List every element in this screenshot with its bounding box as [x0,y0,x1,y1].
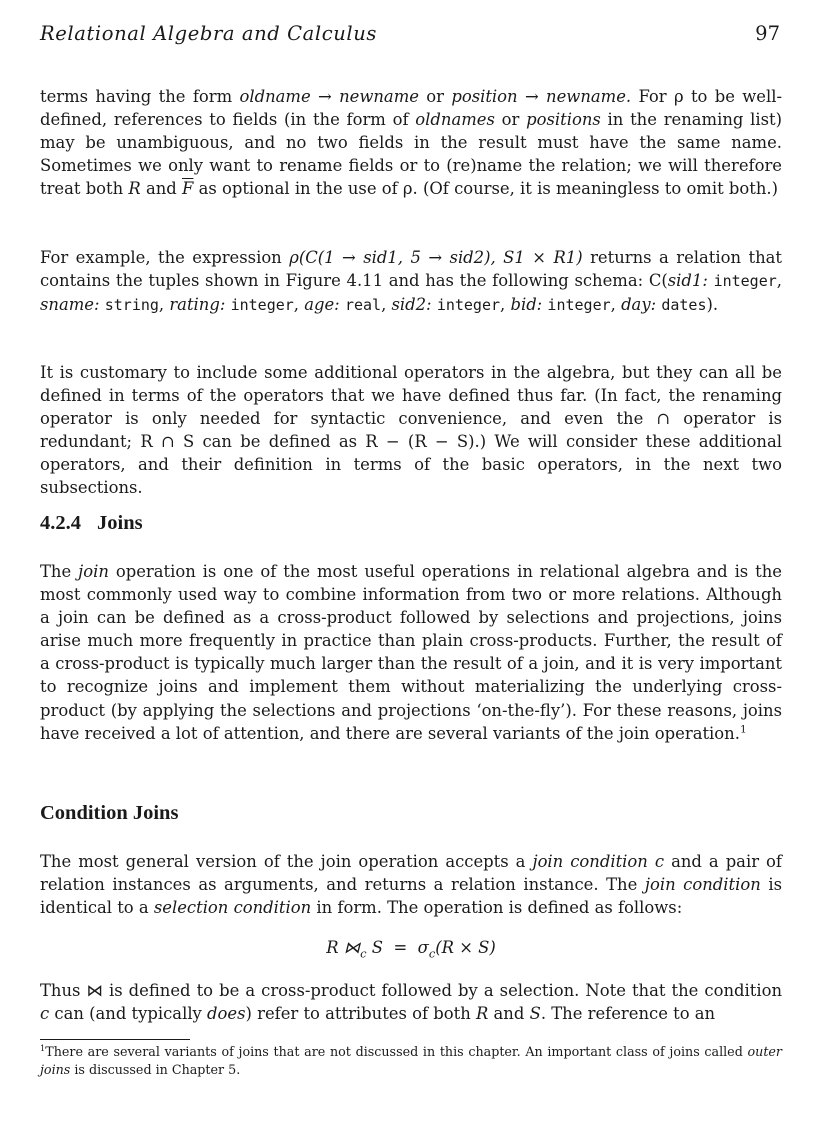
paragraph-additional-operators: It is customary to include some additional operators in the algebra, but they can all be defined in terms of the operators that we have defined thus far. (In fact, the renaming operator is only needed for syntactic convenience, and even the ∩ operator is redundant; R ∩ S can be defined as R − (R − S).) We will consider these additional operators, and their definition in terms of the basic operators, in the next two subsections. [40,363,782,498]
footnote-mark: 1 [40,1042,46,1053]
page-number: 97 [755,22,780,45]
footnote: $^1$There are several variants of joins that are not discussed in this chapter. An important class of joins called outer joins is discussed in Chapter 5. [40,1042,782,1077]
paragraph-rename-continued: terms having the form oldname → newname or position → newname. For ρ to be well-defined, references to fields (in the form of oldnames or positions in the renaming list) may be unambiguous, and no two fields in the result must have the same name. Sometimes we only want to rename fields or to (re)name the relation; we will therefore treat both R and $\overline{F}$ as optional in the use of ρ. (Of course, it is meaningless to omit both.) [40,87,783,199]
paragraph-rename-example: For example, the expression ρ(C(1 → sid1, 5 → sid2), S1 × R1) returns a relation that contains the tuples shown in Figure 4.11 and has the following schema: C(sid1: integer, sname: string, rating: integer, age: real, sid2: integer, bid: integer, day: dates). [40,248,782,315]
join-definition-equation: R $⋈_c$ $S = \sigma_c(R \times S)$ [326,938,496,961]
paragraph-thus: Thus ⋈ is defined to be a cross-product followed by a selection. Note that the condition c can (and typically does) refer to attributes of both R and S. The reference to an [40,981,782,1024]
footnote-divider [40,1039,190,1040]
section-heading-joins [40,512,143,535]
paragraph-condition-joins: The most general version of the join operation accepts a join condition c and a pair of relation instances as arguments, and returns a relation instance. The join condition is identical to a selection condition in form. The operation is defined as follows: [40,852,782,918]
footnote-reference: 1 [739,722,747,736]
paragraph-joins-intro: The join operation is one of the most useful operations in relational algebra and is the most commonly used way to combine information from two or more relations. Although a join can be defined as a cross-product followed by selections and projections, joins arise much more frequently in practice than plain cross-products. Further, the result of a cross-product is typically much larger than the result of a join, and it is very important to recognize joins and implement them without materializing the underlying cross-product (by applying the selections and projections ‘on-the-fly’). For these reasons, joins have received a lot of attention, and there are several variants of the join operation.$^1$ [40,562,782,743]
running-title: Relational Algebra and Calculus [40,22,378,45]
running-header [40,22,782,46]
section-title: Joins [97,512,143,534]
section-number: 4.2.4 [40,512,81,534]
subsection-heading-condition-joins: Condition Joins [40,802,179,824]
